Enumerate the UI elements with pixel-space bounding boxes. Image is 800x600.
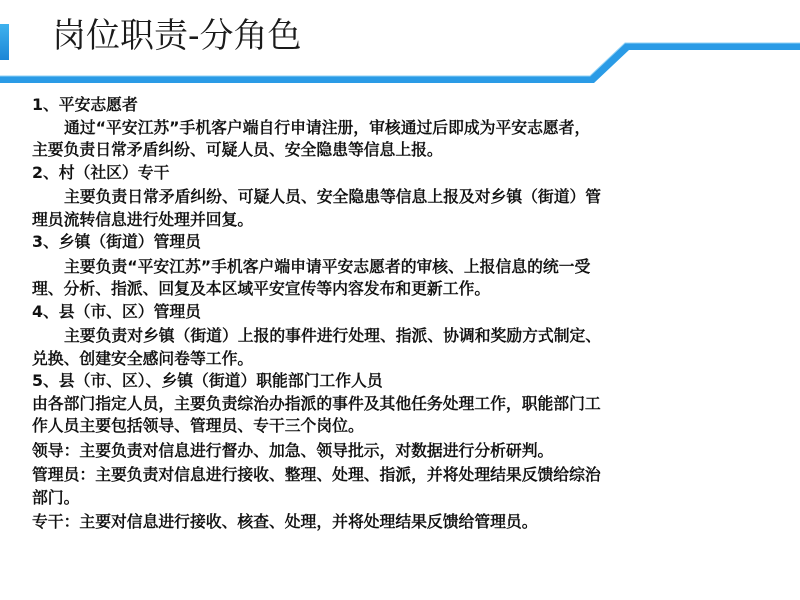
header-divider <box>0 40 800 88</box>
text-line: 作人员主要包括领导、管理员、专干三个岗位。 <box>32 416 364 435</box>
text-line-leader: 领导：主要负责对信息进行督办、加急、领导批示，对数据进行分析研判。 <box>32 440 554 460</box>
text-line: 由各部门指定人员，主要负责综治办指派的事件及其他任务处理工作，职能部门工 <box>32 393 601 413</box>
heading-township-admin: 3、乡镇（街道）管理员 <box>32 232 201 251</box>
slide-title: 岗位职责-分角色 <box>52 16 302 56</box>
text-line: 部门。 <box>32 487 80 507</box>
text-line: 理员流转信息进行处理并回复。 <box>32 209 254 229</box>
heading-volunteer: 1、平安志愿者 <box>32 95 138 114</box>
role-duties-text <box>32 94 777 534</box>
text-line-officer: 专干：主要对信息进行接收、核查、处理，并将处理结果反馈给管理员。 <box>32 512 538 531</box>
text-line: 主要负责日常矛盾纠纷、可疑人员、安全隐患等信息上报。 <box>32 140 443 159</box>
heading-county-admin: 4、县（市、区）管理员 <box>32 301 201 321</box>
heading-department-staff: 5、县（市、区）、乡镇（街道）职能部门工作人员 <box>32 371 383 390</box>
heading-village-officer: 2、村（社区）专干 <box>32 162 170 182</box>
text-line: 主要负责“平安江苏”手机客户端申请平安志愿者的审核、上报信息的统一受 <box>64 256 591 276</box>
text-line: 通过“平安江苏”手机客户端自行申请注册，审核通过后即成为平安志愿者， <box>64 117 591 137</box>
text-line: 理、分析、指派、回复及本区域平安宣传等内容发布和更新工作。 <box>32 279 491 298</box>
text-line-manager: 管理员：主要负责对信息进行接收、整理、处理、指派，并将处理结果反馈给综治 <box>32 465 601 484</box>
text-line: 主要负责日常矛盾纠纷、可疑人员、安全隐患等信息上报及对乡镇（街道）管 <box>64 187 602 206</box>
text-line: 兑换、创建安全感问卷等工作。 <box>32 348 254 368</box>
text-line: 主要负责对乡镇（街道）上报的事件进行处理、指派、协调和奖励方式制定、 <box>64 326 602 345</box>
